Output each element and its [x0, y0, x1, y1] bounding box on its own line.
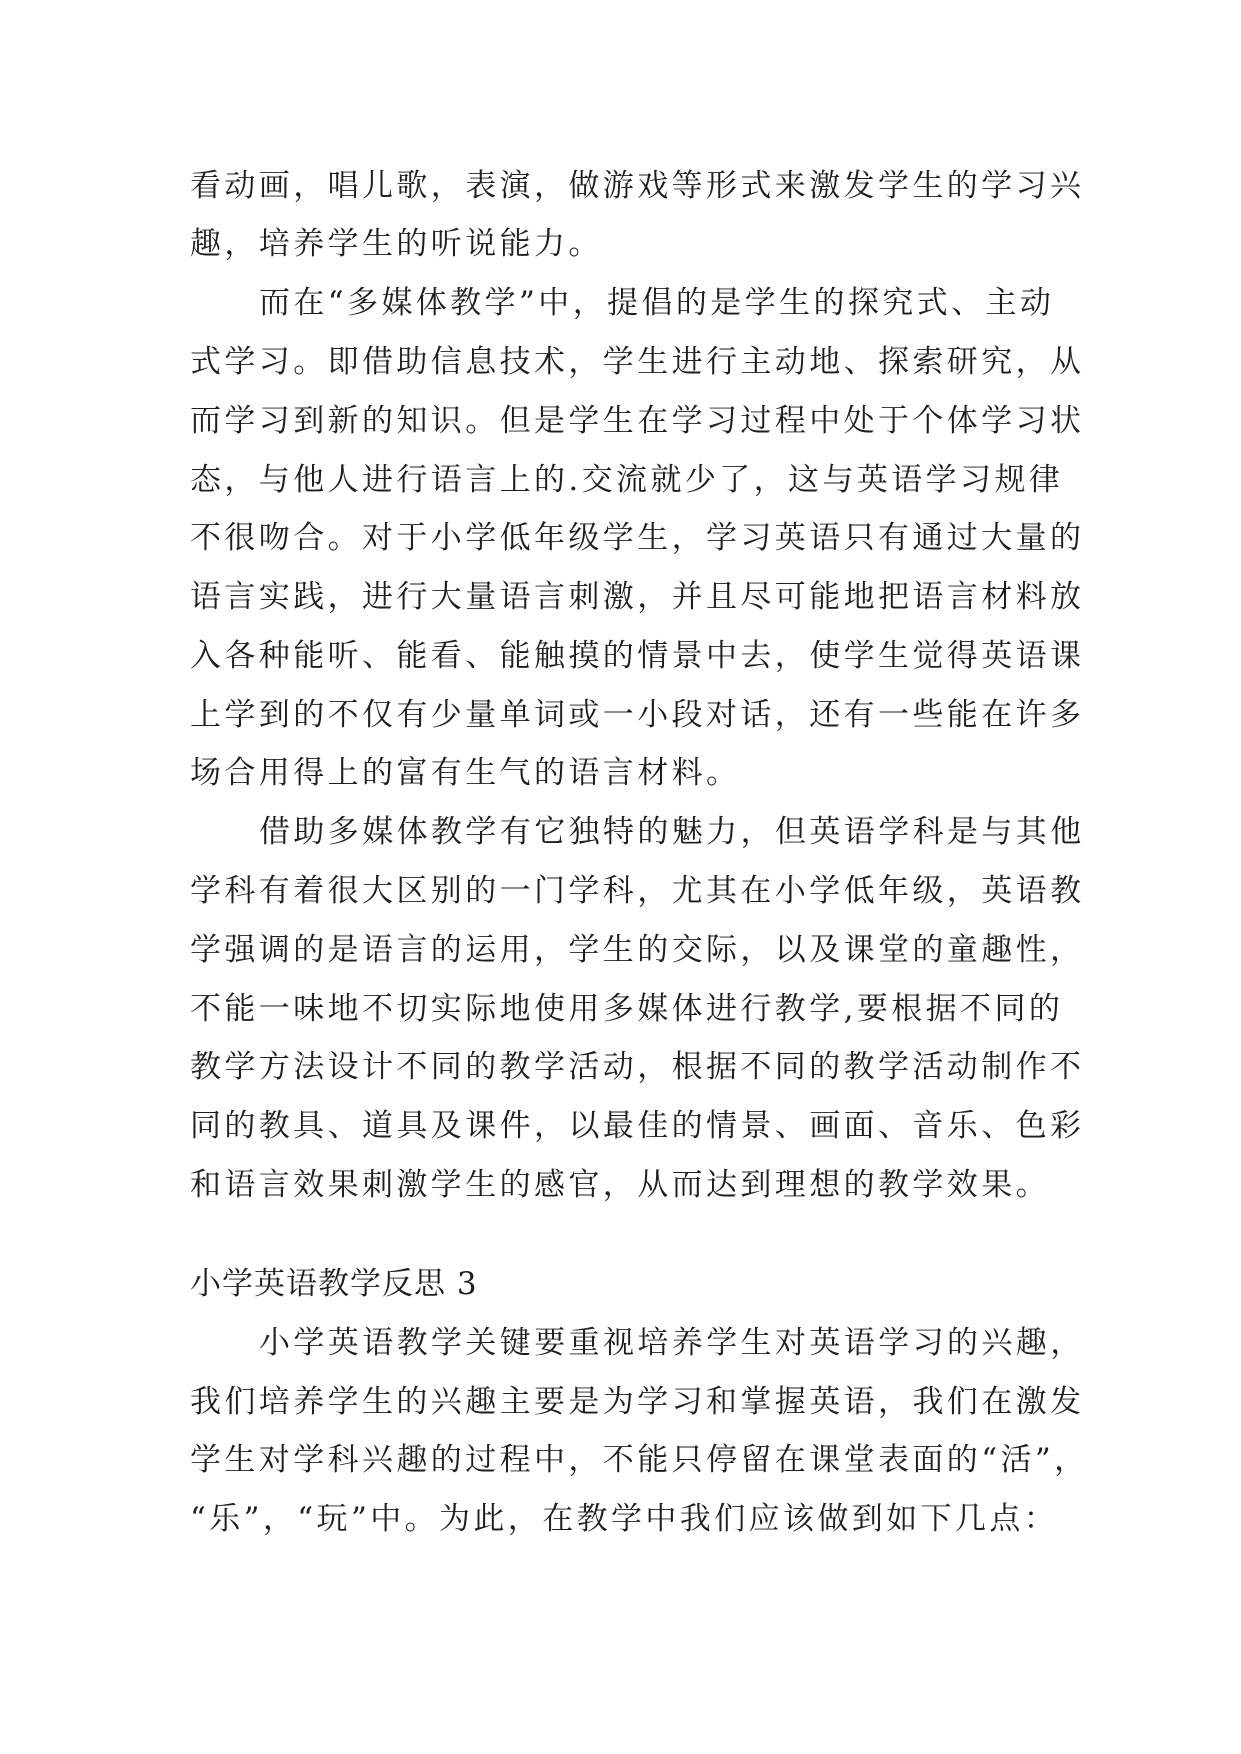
paragraph-line: 态，与他人进行语言上的.交流就少了，这与英语学习规律: [190, 462, 1064, 498]
paragraph-line: 语言实践，进行大量语言刺激，并且尽可能地把语言材料放: [190, 579, 1085, 615]
paragraph-line: 趣，培养学生的听说能力。: [190, 226, 603, 262]
paragraph-line: 不能一味地不切实际地使用多媒体进行教学,要根据不同的: [190, 991, 1064, 1027]
paragraph-line: 同的教具、道具及课件，以最佳的情景、画面、音乐、色彩: [190, 1108, 1085, 1144]
paragraph-line: 式学习。即借助信息技术，学生进行主动地、探索研究，从: [190, 344, 1085, 380]
paragraph-line: 场合用得上的富有生气的语言材料。: [190, 755, 741, 791]
paragraph-line: 和语言效果刺激学生的感官，从而达到理想的教学效果。: [190, 1167, 1050, 1203]
paragraph-line: 借助多媒体教学有它独特的魅力，但英语学科是与其他: [259, 814, 1085, 850]
paragraph-line: 学强调的是语言的运用，学生的交际，以及课堂的童趣性，: [190, 932, 1085, 968]
section-heading: 小学英语教学反思 3: [190, 1266, 478, 1302]
paragraph-line: 学生对学科兴趣的过程中，不能只停留在课堂表面的“活”，: [190, 1442, 1089, 1478]
paragraph-line: 而学习到新的知识。但是学生在学习过程中处于个体学习状: [190, 403, 1085, 439]
paragraph-line: “乐”，“玩”中。为此，在教学中我们应该做到如下几点：: [190, 1501, 1059, 1537]
paragraph-line: 而在“多媒体教学”中，提倡的是学生的探究式、主动: [259, 285, 1055, 321]
paragraph-line: 学科有着很大区别的一门学科，尤其在小学低年级，英语教: [190, 873, 1085, 909]
paragraph-line: 我们培养学生的兴趣主要是为学习和掌握英语，我们在激发: [190, 1384, 1085, 1420]
paragraph-line: 小学英语教学关键要重视培养学生对英语学习的兴趣，: [259, 1325, 1085, 1361]
paragraph-line: 教学方法设计不同的教学活动，根据不同的教学活动制作不: [190, 1049, 1085, 1085]
paragraph-line: 上学到的不仅有少量单词或一小段对话，还有一些能在许多: [190, 697, 1085, 733]
paragraph-line: 入各种能听、能看、能触摸的情景中去，使学生觉得英语课: [190, 638, 1085, 674]
paragraph-line: 看动画，唱儿歌，表演，做游戏等形式来激发学生的学习兴: [190, 168, 1085, 204]
paragraph-line: 不很吻合。对于小学低年级学生，学习英语只有通过大量的: [190, 520, 1085, 556]
